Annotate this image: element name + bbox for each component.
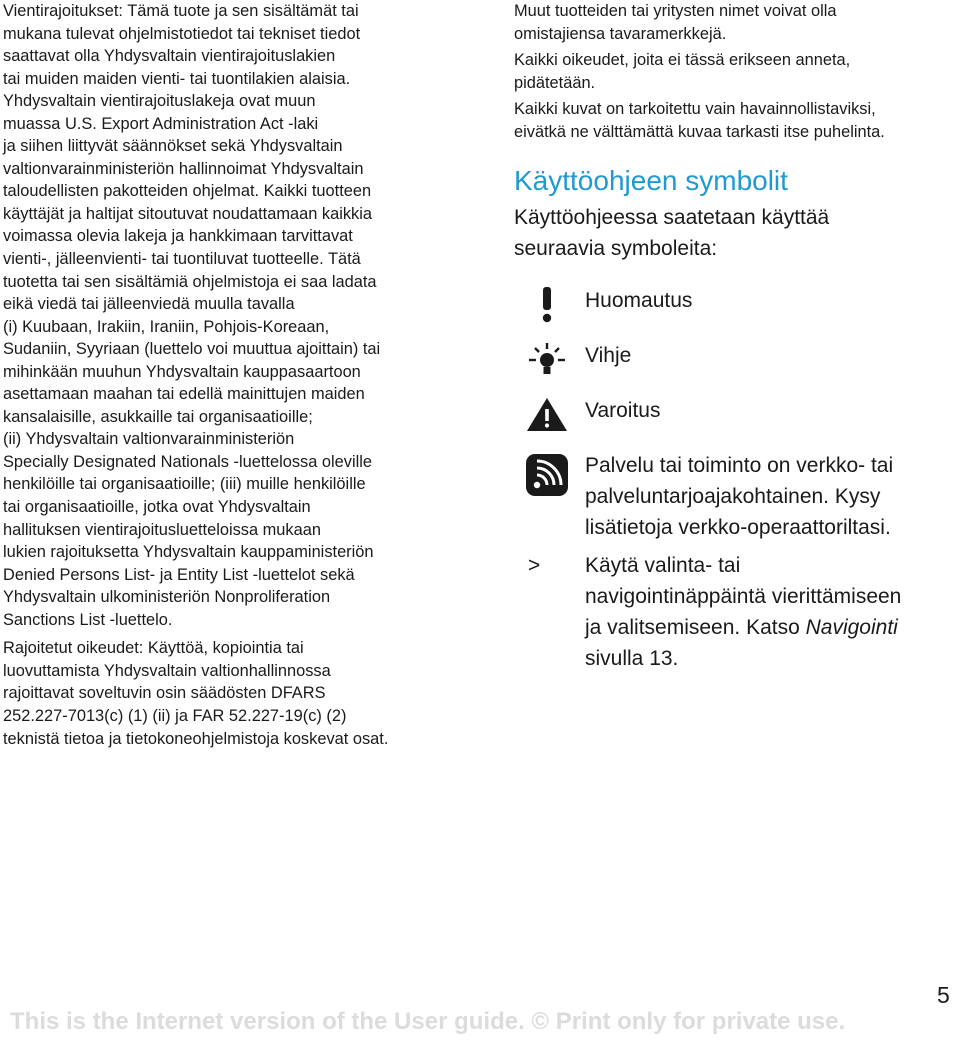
page-number: 5	[937, 982, 950, 1008]
symbol-label-network-service: Palvelu tai toiminto on verkko- tai palveluntarjoajakohtainen. Kysy lisätietoja verkko-operaattoriltasi.	[585, 454, 894, 539]
trademarks-paragraph: Muut tuotteiden tai yritysten nimet voivat olla omistajiensa tavaramerkkejä.	[514, 2, 837, 43]
right-column	[514, 0, 960, 143]
navigation-link[interactable]: Navigointi	[805, 616, 898, 639]
navigation-text-before: Käytä valinta- tai navigointinäppäintä vierittämiseen ja valitsemiseen. Katso	[585, 554, 902, 639]
rights-reserved-paragraph: Kaikki oikeudet, joita ei tässä erikseen anneta, pidätetään.	[514, 51, 851, 92]
navigation-arrow-symbol: >	[528, 554, 541, 577]
section-title: Käyttöohjeen symbolit	[514, 165, 788, 196]
symbol-label-tip: Vihje	[585, 344, 632, 367]
lightbulb-icon	[524, 340, 570, 386]
illustrations-paragraph: Kaikki kuvat on tarkoitettu vain havainnollistaviksi, eivätkä ne välttämättä kuvaa tarkasti itse puhelinta.	[514, 100, 885, 141]
symbol-label-navigation	[585, 550, 901, 674]
network-service-icon	[524, 452, 570, 498]
footer-watermark: This is the Internet version of the User guide. © Print only for private use.	[10, 1008, 846, 1035]
navigation-text-after: sivulla 13.	[585, 647, 679, 670]
exclamation-icon	[524, 285, 570, 331]
warning-triangle-icon	[524, 395, 570, 441]
left-column	[3, 0, 448, 750]
symbol-label-note: Huomautus	[585, 289, 693, 312]
symbol-label-warning: Varoitus	[585, 399, 661, 422]
export-restrictions-paragraph: Vientirajoitukset: Tämä tuote ja sen sisältämät tai mukana tulevat ohjelmistotiedot tai tekniset tiedot saattavat olla Yhdysvaltain vientirajoituslakien tai muiden maiden vienti- tai tuontilakien alaisia. Yhdysvaltain vientirajoituslakeja ovat muun muassa U.S. Export Administration Act -laki ja siihen liittyvät säännökset sekä Yhdysvaltain valtionvarainministeriön hallinnoimat Yhdysvaltain taloudellisten pakotteiden ohjelmat. Kaikki tuotteen käyttäjät ja haltijat sitoutuvat noudattamaan kaikkia voimassa olevia lakeja ja hankkimaan tarvittavat vienti-, jälleenvienti- tai tuontiluvat tuotteelle. Tätä tuotetta tai sen sisältämiä ohjelmistoja ei saa ladata eikä viedä tai jälleenviedä muulla tavalla (i) Kuubaan, Irakiin, Iraniin, Pohjois-Koreaan, Sudaniin, Syyriaan (luettelo voi muuttua ajoittain) tai mihinkään muuhun Yhdysvaltain kauppasaartoon asettamaan maahan tai edellä mainittujen maiden kansalaisille, asukkaille tai organisaatioille; (ii) Yhdysvaltain valtionvarainministeriön Specially Designated Nationals -luettelossa oleville henkilöille tai organisaatioille; (iii) muille henkilöille tai organisaatioille, jotka ovat Yhdysvaltain hallituksen vientirajoitusluetteloissa mukaan lukien rajoituksetta Yhdysvaltain kauppaministeriön Denied Persons List- ja Entity List -luettelot sekä Yhdysvaltain ulkoministeriön Nonproliferation Sanctions List -luettelo.	[3, 2, 381, 629]
restricted-rights-paragraph: Rajoitetut oikeudet: Käyttöä, kopiointia tai luovuttamista Yhdysvaltain valtionhallinnossa rajoittavat soveltuvin osin säädösten DFARS 252.227-7013(c) (1) (ii) ja FAR 52.227-19(c) (2) teknistä tietoa ja tietokoneohjelmistoja koskevat osat.	[3, 639, 389, 748]
section-intro: Käyttöohjeessa saatetaan käyttää seuraavia symboleita:	[514, 206, 830, 260]
